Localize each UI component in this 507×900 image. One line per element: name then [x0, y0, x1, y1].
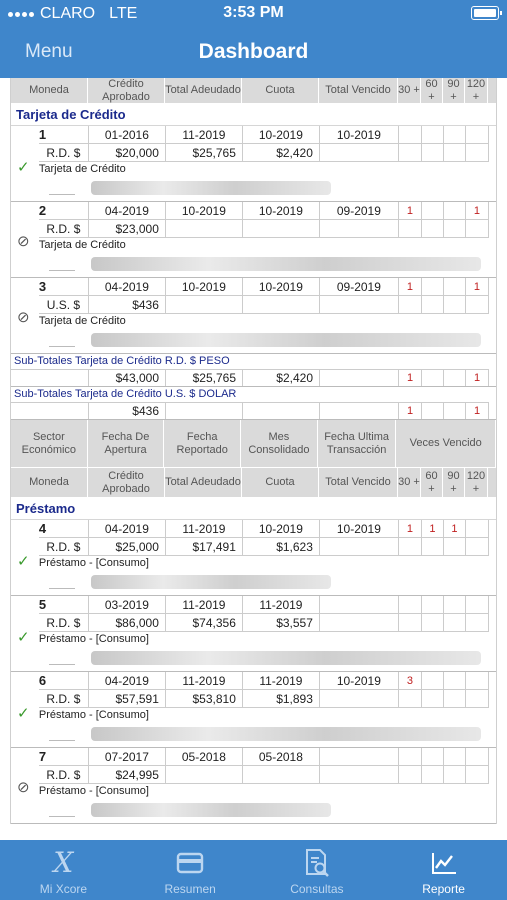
late-60	[422, 748, 444, 766]
col-total-adeudado: Total Adeudado	[165, 78, 242, 103]
divider	[49, 346, 75, 347]
cuota	[243, 766, 320, 784]
tab-label: Mi Xcore	[39, 882, 88, 896]
fecha-apertura: 04-2019	[89, 672, 166, 690]
divider	[49, 740, 75, 741]
account-entry[interactable]	[11, 126, 496, 202]
col-credito-aprobado: Crédito Aprobado	[88, 78, 165, 103]
entry-number: 5	[39, 596, 89, 614]
late-60	[422, 278, 444, 296]
subtotal-60	[422, 402, 444, 419]
col-moneda: Moneda	[11, 468, 88, 497]
account-type: Préstamo - [Consumo]	[38, 709, 149, 721]
status-column	[11, 596, 39, 671]
currency: R.D. $	[39, 538, 89, 556]
late-90	[444, 748, 466, 766]
late-90-blank	[444, 220, 466, 238]
account-type: Tarjeta de Crédito	[38, 315, 126, 327]
late-120: 1	[466, 202, 489, 220]
redacted-creditor-name	[91, 181, 331, 195]
late-120	[466, 596, 489, 614]
col-veces-vencido: Veces Vencido	[396, 420, 496, 467]
blocked-icon: ⊘	[17, 779, 30, 796]
currency: R.D. $	[39, 690, 89, 708]
late-60: 1	[422, 520, 444, 538]
late-60-blank	[422, 766, 444, 784]
fecha-apertura: 01-2016	[89, 126, 166, 144]
credito-aprobado: $24,995	[89, 766, 166, 784]
late-120-blank	[466, 220, 489, 238]
late-60-blank	[422, 296, 444, 314]
col-120: 120 +	[465, 78, 488, 103]
credito-aprobado: $436	[89, 296, 166, 314]
col-cuota: Cuota	[242, 468, 319, 497]
subtotal-title: Sub-Totales Tarjeta de Crédito U.S. $ DOLAR	[14, 388, 237, 400]
total-vencido	[320, 766, 399, 784]
entry-dates-row	[39, 520, 496, 538]
entry-body	[39, 202, 496, 277]
currency: R.D. $	[39, 220, 89, 238]
late-30	[399, 596, 422, 614]
entry-dates-row	[39, 278, 496, 296]
fecha-apertura: 04-2019	[89, 520, 166, 538]
col-cuota: Cuota	[242, 78, 319, 103]
late-120	[466, 520, 489, 538]
credito-aprobado: $23,000	[89, 220, 166, 238]
late-90: 1	[444, 520, 466, 538]
total-adeudado: $53,810	[166, 690, 243, 708]
divider	[49, 664, 75, 665]
redacted-creditor-name	[91, 651, 481, 665]
late-120-blank	[466, 766, 489, 784]
subtotal-cuota: $2,420	[243, 369, 320, 386]
col-60: 60 +	[421, 468, 443, 497]
fecha-reportado: 10-2019	[166, 202, 243, 220]
late-120-blank	[466, 538, 489, 556]
entry-number: 2	[39, 202, 89, 220]
status-column	[11, 672, 39, 747]
fecha-ultima-transaccion	[320, 596, 399, 614]
clock: 3:53 PM	[223, 4, 284, 21]
tab-label: Reporte	[422, 882, 465, 896]
late-30: 1	[399, 202, 422, 220]
battery-icon	[471, 6, 499, 20]
fecha-ultima-transaccion: 10-2019	[320, 672, 399, 690]
page-title: Dashboard	[198, 40, 309, 63]
blocked-icon: ⊘	[17, 309, 30, 326]
late-60	[422, 596, 444, 614]
late-30: 3	[399, 672, 422, 690]
subtotal-vencido	[320, 402, 399, 419]
late-90	[444, 278, 466, 296]
late-30: 1	[399, 520, 422, 538]
prestamo-entries	[11, 520, 496, 824]
subtotal-adeudado	[166, 402, 243, 419]
subtotal-block	[11, 387, 496, 420]
late-30-blank	[399, 614, 422, 632]
late-90-blank	[444, 538, 466, 556]
total-adeudado: $25,765	[166, 144, 243, 162]
redacted-creditor-name	[91, 333, 481, 347]
divider	[49, 194, 75, 195]
entry-number: 1	[39, 126, 89, 144]
entry-number: 3	[39, 278, 89, 296]
entry-number: 4	[39, 520, 89, 538]
entry-amounts-row	[39, 538, 496, 556]
network-type: LTE	[109, 5, 138, 22]
late-120	[466, 126, 489, 144]
tab-label: Resumen	[164, 882, 216, 896]
account-entry[interactable]	[11, 672, 496, 748]
late-30	[399, 748, 422, 766]
mes-consolidado: 10-2019	[243, 202, 320, 220]
tab-label: Consultas	[290, 882, 344, 896]
currency: U.S. $	[39, 296, 89, 314]
col-fecha-reportado: Fecha Reportado	[164, 420, 241, 467]
late-90-blank	[444, 766, 466, 784]
entry-dates-row	[39, 202, 496, 220]
account-type: Tarjeta de Crédito	[38, 239, 126, 251]
late-90-blank	[444, 690, 466, 708]
entry-dates-row	[39, 748, 496, 766]
status-column	[11, 520, 39, 595]
nav-bar	[0, 28, 507, 78]
fecha-reportado: 11-2019	[166, 672, 243, 690]
late-120-blank	[466, 690, 489, 708]
redacted-creditor-name	[91, 803, 331, 817]
subtotal-adeudado: $25,765	[166, 369, 243, 386]
subtotal-spacer	[11, 369, 89, 386]
currency: R.D. $	[39, 144, 89, 162]
account-entry[interactable]	[11, 748, 496, 824]
entry-amounts-row	[39, 614, 496, 632]
col-total-vencido: Total Vencido	[319, 78, 398, 103]
late-60-blank	[422, 690, 444, 708]
fecha-reportado: 11-2019	[166, 596, 243, 614]
card-icon	[176, 848, 204, 878]
section-title-prestamo: Préstamo	[11, 498, 496, 520]
col-30: 30 +	[398, 78, 421, 103]
divider	[49, 816, 75, 817]
status-bar	[0, 0, 507, 28]
credito-aprobado: $86,000	[89, 614, 166, 632]
col-total-vencido: Total Vencido	[319, 468, 398, 497]
late-90-blank	[444, 144, 466, 162]
subtotal-60	[422, 369, 444, 386]
cuota	[243, 296, 320, 314]
late-60-blank	[422, 538, 444, 556]
account-type: Préstamo - [Consumo]	[38, 557, 149, 569]
report-scroll[interactable]	[0, 78, 507, 840]
late-60-blank	[422, 220, 444, 238]
mes-consolidado: 11-2019	[243, 596, 320, 614]
currency: R.D. $	[39, 766, 89, 784]
subtotal-vencido	[320, 369, 399, 386]
late-30-blank	[399, 766, 422, 784]
mes-consolidado: 10-2019	[243, 126, 320, 144]
credito-aprobado: $20,000	[89, 144, 166, 162]
late-60-blank	[422, 614, 444, 632]
subtotal-120: 1	[466, 402, 489, 419]
late-60	[422, 202, 444, 220]
currency: R.D. $	[39, 614, 89, 632]
fecha-reportado: 11-2019	[166, 126, 243, 144]
entry-amounts-row	[39, 220, 496, 238]
entry-body	[39, 672, 496, 747]
fecha-apertura: 03-2019	[89, 596, 166, 614]
total-vencido	[320, 296, 399, 314]
subtotal-title: Sub-Totales Tarjeta de Crédito R.D. $ PESO	[14, 355, 230, 367]
carrier-name: CLARO	[40, 5, 96, 22]
account-type: Préstamo - [Consumo]	[38, 785, 149, 797]
fecha-ultima-transaccion: 10-2019	[320, 126, 399, 144]
entry-body	[39, 748, 496, 823]
total-vencido	[320, 538, 399, 556]
mes-consolidado: 05-2018	[243, 748, 320, 766]
status-column	[11, 202, 39, 277]
tab-consultas[interactable]	[254, 840, 381, 900]
mes-consolidado: 10-2019	[243, 278, 320, 296]
entry-dates-row	[39, 126, 496, 144]
late-30-blank	[399, 538, 422, 556]
cuota: $1,893	[243, 690, 320, 708]
tab-reporte[interactable]	[380, 840, 507, 900]
late-30: 1	[399, 278, 422, 296]
subtotal-aprobado: $43,000	[89, 369, 166, 386]
redacted-creditor-name	[91, 727, 481, 741]
fecha-reportado: 05-2018	[166, 748, 243, 766]
account-entry[interactable]	[11, 596, 496, 672]
total-adeudado	[166, 220, 243, 238]
checkmark-icon: ✓	[17, 629, 30, 646]
status-column	[11, 278, 39, 353]
tab-resumen[interactable]	[127, 840, 254, 900]
entry-number: 7	[39, 748, 89, 766]
late-120-blank	[466, 296, 489, 314]
col-moneda: Moneda	[11, 78, 88, 103]
fecha-ultima-transaccion: 09-2019	[320, 278, 399, 296]
fecha-ultima-transaccion	[320, 748, 399, 766]
fecha-ultima-transaccion: 10-2019	[320, 520, 399, 538]
col-total-adeudado: Total Adeudado	[165, 468, 242, 497]
tarjeta-entries	[11, 126, 496, 354]
cuota: $3,557	[243, 614, 320, 632]
late-30-blank	[399, 144, 422, 162]
status-column	[11, 126, 39, 201]
entry-amounts-row	[39, 690, 496, 708]
total-vencido	[320, 220, 399, 238]
subtotal-120: 1	[466, 369, 489, 386]
total-adeudado	[166, 296, 243, 314]
subtotal-row	[11, 369, 496, 386]
subtotal-block	[11, 354, 496, 387]
col-fecha-ultima: Fecha Ultima Transacción	[318, 420, 397, 467]
fecha-apertura: 04-2019	[89, 202, 166, 220]
col-fecha-apertura: Fecha De Apertura	[88, 420, 165, 467]
late-90-blank	[444, 614, 466, 632]
col-sector: Sector Económico	[11, 420, 88, 467]
status-column	[11, 748, 39, 823]
blocked-icon: ⊘	[17, 233, 30, 250]
entry-dates-row	[39, 596, 496, 614]
entry-body	[39, 520, 496, 595]
mes-consolidado: 11-2019	[243, 672, 320, 690]
col-credito-aprobado: Crédito Aprobado	[88, 468, 165, 497]
entry-number: 6	[39, 672, 89, 690]
late-120	[466, 748, 489, 766]
subtotal-aprobado: $436	[89, 402, 166, 419]
subtotal-90	[444, 402, 466, 419]
late-30-blank	[399, 690, 422, 708]
col-120: 120 +	[465, 468, 488, 497]
entry-amounts-row	[39, 296, 496, 314]
credito-aprobado: $57,591	[89, 690, 166, 708]
subtotal-30: 1	[399, 369, 422, 386]
tab-bar	[0, 840, 507, 900]
account-entry[interactable]	[11, 520, 496, 596]
account-type: Préstamo - [Consumo]	[38, 633, 149, 645]
late-120-blank	[466, 144, 489, 162]
fecha-reportado: 10-2019	[166, 278, 243, 296]
late-30-blank	[399, 296, 422, 314]
column-header-row	[11, 78, 496, 104]
entry-body	[39, 126, 496, 201]
late-90	[444, 126, 466, 144]
subtotal-90	[444, 369, 466, 386]
late-60	[422, 126, 444, 144]
checkmark-icon: ✓	[17, 705, 30, 722]
late-30-blank	[399, 220, 422, 238]
subtotal-30: 1	[399, 402, 422, 419]
late-90	[444, 596, 466, 614]
cuota: $2,420	[243, 144, 320, 162]
late-30	[399, 126, 422, 144]
cuota: $1,623	[243, 538, 320, 556]
account-entry[interactable]	[11, 278, 496, 354]
fecha-ultima-transaccion: 09-2019	[320, 202, 399, 220]
late-120: 1	[466, 278, 489, 296]
tarjeta-subtotals	[11, 354, 496, 420]
fecha-apertura: 07-2017	[89, 748, 166, 766]
total-adeudado: $17,491	[166, 538, 243, 556]
total-vencido	[320, 144, 399, 162]
entry-dates-row	[39, 672, 496, 690]
late-60-blank	[422, 144, 444, 162]
fecha-reportado: 11-2019	[166, 520, 243, 538]
col-mes-consolidado: Mes Consolidado	[241, 420, 318, 467]
credit-report	[10, 78, 497, 824]
divider	[49, 270, 75, 271]
document-search-icon	[303, 848, 331, 878]
entry-amounts-row	[39, 766, 496, 784]
total-vencido	[320, 690, 399, 708]
divider	[49, 588, 75, 589]
redacted-creditor-name	[91, 257, 481, 271]
subtotal-row	[11, 402, 496, 419]
x-logo-icon: X	[53, 846, 74, 879]
total-adeudado: $74,356	[166, 614, 243, 632]
mes-consolidado: 10-2019	[243, 520, 320, 538]
entry-body	[39, 278, 496, 353]
cuota	[243, 220, 320, 238]
late-90	[444, 202, 466, 220]
late-90-blank	[444, 296, 466, 314]
column-header-bottom	[11, 468, 496, 498]
entry-body	[39, 596, 496, 671]
menu-button[interactable]: Menu	[25, 41, 73, 62]
late-120-blank	[466, 614, 489, 632]
late-90	[444, 672, 466, 690]
checkmark-icon: ✓	[17, 159, 30, 176]
col-30: 30 +	[398, 468, 421, 497]
fecha-apertura: 04-2019	[89, 278, 166, 296]
subtotal-spacer	[11, 402, 89, 419]
col-90: 90 +	[443, 78, 465, 103]
column-header-top	[11, 420, 496, 468]
total-adeudado	[166, 766, 243, 784]
chart-icon	[430, 848, 458, 878]
redacted-creditor-name	[91, 575, 331, 589]
late-60	[422, 672, 444, 690]
col-90: 90 +	[443, 468, 465, 497]
entry-amounts-row	[39, 144, 496, 162]
account-type: Tarjeta de Crédito	[38, 163, 126, 175]
account-entry[interactable]	[11, 202, 496, 278]
late-120	[466, 672, 489, 690]
credito-aprobado: $25,000	[89, 538, 166, 556]
tab-mi-xcore[interactable]	[0, 840, 127, 900]
total-vencido	[320, 614, 399, 632]
col-60: 60 +	[421, 78, 443, 103]
checkmark-icon: ✓	[17, 553, 30, 570]
section-title-tarjeta: Tarjeta de Crédito	[11, 104, 496, 126]
subtotal-cuota	[243, 402, 320, 419]
